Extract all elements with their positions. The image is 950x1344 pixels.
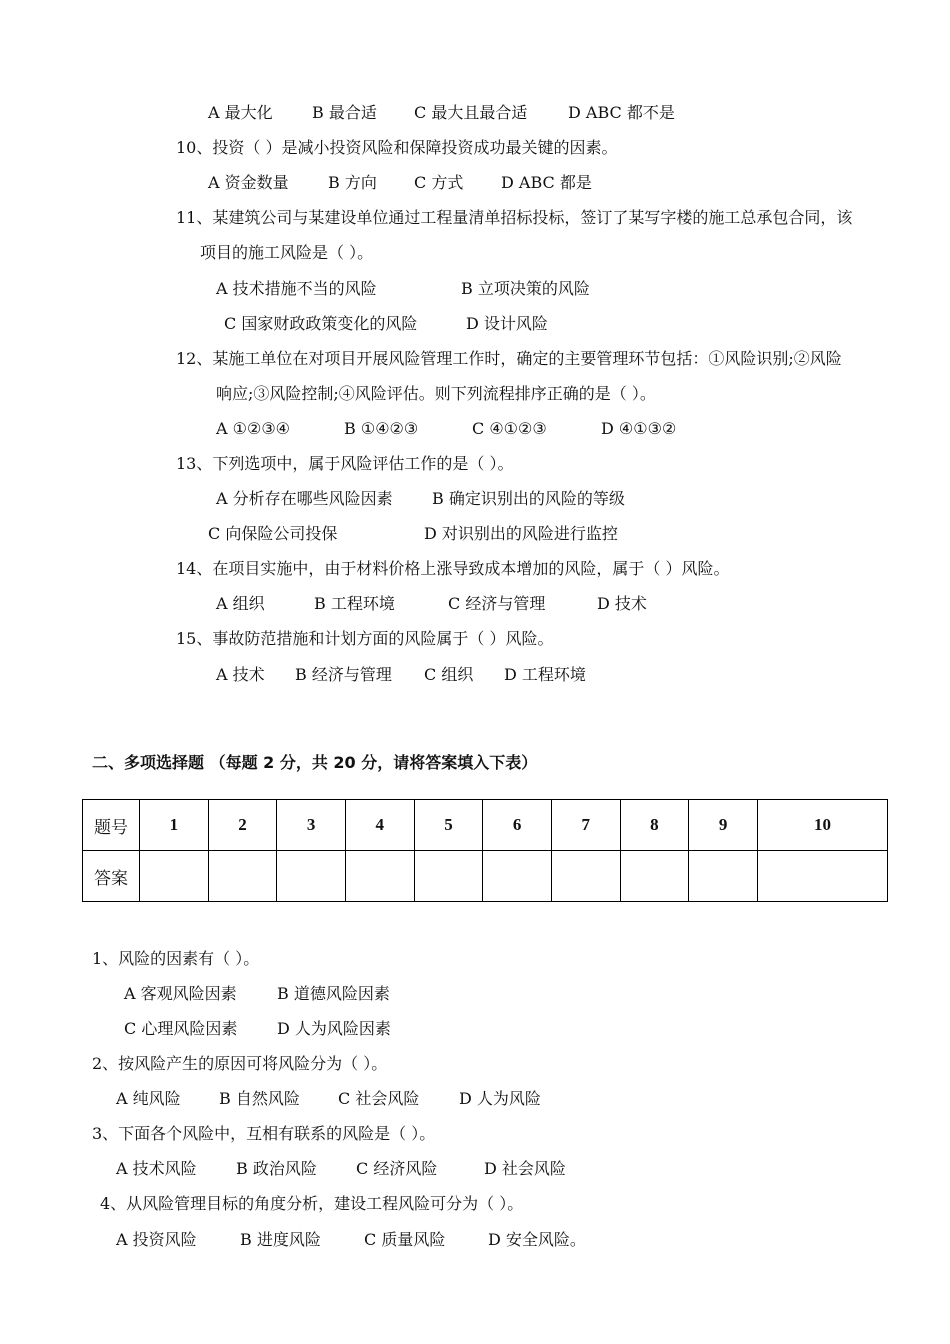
question-number-cell: 7 xyxy=(551,800,620,851)
q11-option-a: A 技术措施不当的风险 xyxy=(216,279,377,298)
q15-option-a: A 技术 xyxy=(216,665,265,684)
section-title-multiple-choice: 二、多项选择题 （每题 2 分，共 20 分，请将答案填入下表） xyxy=(92,753,538,772)
answer-cell[interactable] xyxy=(140,851,209,902)
question-number-cell: 6 xyxy=(483,800,552,851)
q10-stem: 10、投资（ ）是减小投资风险和保障投资成功最关键的因素。 xyxy=(176,138,618,157)
answer-cell[interactable] xyxy=(551,851,620,902)
q15-option-b: B 经济与管理 xyxy=(295,665,392,684)
q12-option-a: A ①②③④ xyxy=(216,419,291,438)
q13-option-d: D 对识别出的风险进行监控 xyxy=(424,524,618,543)
q14-stem: 14、在项目实施中，由于材料价格上涨导致成本增加的风险，属于（ ）风险。 xyxy=(176,559,730,578)
answer-table xyxy=(82,799,888,902)
q13-option-a: A 分析存在哪些风险因素 xyxy=(216,489,393,508)
q11-stem-line1: 11、某建筑公司与某建设单位通过工程量清单招标投标，签订了某写字楼的施工总承包合同，该 xyxy=(176,208,853,227)
mc-q1-option-d: D 人为风险因素 xyxy=(277,1019,391,1038)
mc-q2-option-d: D 人为风险 xyxy=(459,1089,541,1108)
mc-q4-stem: 4、从风险管理目标的角度分析，建设工程风险可分为（ ）。 xyxy=(100,1194,524,1213)
mc-q1-option-c: C 心理风险因素 xyxy=(124,1019,238,1038)
mc-q4-option-c: C 质量风险 xyxy=(364,1230,446,1249)
answer-cell[interactable] xyxy=(483,851,552,902)
q12-option-c: C ④①②③ xyxy=(472,419,547,438)
q12-option-d: D ④①③② xyxy=(601,419,677,438)
question-number-cell: 1 xyxy=(140,800,209,851)
q15-option-c: C 组织 xyxy=(424,665,474,684)
question-number-cell: 10 xyxy=(757,800,887,851)
answer-cell[interactable] xyxy=(414,851,483,902)
answer-cell[interactable] xyxy=(620,851,689,902)
question-number-cell: 5 xyxy=(414,800,483,851)
q13-option-c: C 向保险公司投保 xyxy=(208,524,338,543)
q14-option-a: A 组织 xyxy=(216,594,265,613)
question-number-cell: 8 xyxy=(620,800,689,851)
mc-q1-option-a: A 客观风险因素 xyxy=(124,984,237,1003)
mc-q2-stem: 2、按风险产生的原因可将风险分为（ ）。 xyxy=(92,1054,388,1073)
question-number-cell: 3 xyxy=(277,800,346,851)
q15-stem: 15、事故防范措施和计划方面的风险属于（ ）风险。 xyxy=(176,629,554,648)
mc-q4-option-d: D 安全风险。 xyxy=(488,1230,586,1249)
answer-table-answer-row xyxy=(83,851,888,902)
q13-option-b: B 确定识别出的风险的等级 xyxy=(432,489,625,508)
mc-q3-option-d: D 社会风险 xyxy=(484,1159,566,1178)
q11-option-d: D 设计风险 xyxy=(466,314,548,333)
q10-option-c: C 方式 xyxy=(414,173,464,192)
q12-stem-line1: 12、某施工单位在对项目开展风险管理工作时，确定的主要管理环节包括：①风险识别;②风险 xyxy=(176,349,842,368)
answer-cell[interactable] xyxy=(689,851,758,902)
q14-option-b: B 工程环境 xyxy=(314,594,395,613)
question-number-cell: 2 xyxy=(208,800,277,851)
q11-option-c: C 国家财政政策变化的风险 xyxy=(224,314,418,333)
mc-q3-option-a: A 技术风险 xyxy=(116,1159,197,1178)
q14-option-c: C 经济与管理 xyxy=(448,594,546,613)
mc-q2-option-c: C 社会风险 xyxy=(338,1089,420,1108)
q11-option-b: B 立项决策的风险 xyxy=(461,279,590,298)
q9-option-b: B 最合适 xyxy=(312,103,377,122)
q13-stem: 13、下列选项中，属于风险评估工作的是（ ）。 xyxy=(176,454,514,473)
answer-cell[interactable] xyxy=(277,851,346,902)
q9-option-c: C 最大且最合适 xyxy=(414,103,528,122)
mc-q4-option-b: B 进度风险 xyxy=(240,1230,321,1249)
mc-q4-option-a: A 投资风险 xyxy=(116,1230,197,1249)
mc-q3-option-c: C 经济风险 xyxy=(356,1159,438,1178)
mc-q2-option-a: A 纯风险 xyxy=(116,1089,181,1108)
q10-option-a: A 资金数量 xyxy=(208,173,289,192)
row-label-question-number: 题号 xyxy=(83,800,140,851)
q15-option-d: D 工程环境 xyxy=(504,665,586,684)
q10-option-d: D ABC 都是 xyxy=(501,173,592,192)
mc-q3-stem: 3、下面各个风险中，互相有联系的风险是（ ）。 xyxy=(92,1124,436,1143)
mc-q2-option-b: B 自然风险 xyxy=(219,1089,300,1108)
mc-q3-option-b: B 政治风险 xyxy=(236,1159,317,1178)
answer-table-number-row xyxy=(83,800,888,851)
answer-cell[interactable] xyxy=(345,851,414,902)
q14-option-d: D 技术 xyxy=(597,594,647,613)
answer-cell[interactable] xyxy=(208,851,277,902)
answer-cell[interactable] xyxy=(757,851,887,902)
q12-stem-line2: 响应;③风险控制;④风险评估。则下列流程排序正确的是（ ）。 xyxy=(216,384,656,403)
mc-q1-stem: 1、风险的因素有（ ）。 xyxy=(92,949,260,968)
q11-stem-line2: 项目的施工风险是（ ）。 xyxy=(200,243,374,262)
q10-option-b: B 方向 xyxy=(328,173,377,192)
question-number-cell: 4 xyxy=(345,800,414,851)
q9-option-a: A 最大化 xyxy=(208,103,273,122)
q9-option-d: D ABC 都不是 xyxy=(568,103,675,122)
mc-q1-option-b: B 道德风险因素 xyxy=(277,984,390,1003)
row-label-answer: 答案 xyxy=(83,851,140,902)
q12-option-b: B ①④②③ xyxy=(344,419,419,438)
question-number-cell: 9 xyxy=(689,800,758,851)
